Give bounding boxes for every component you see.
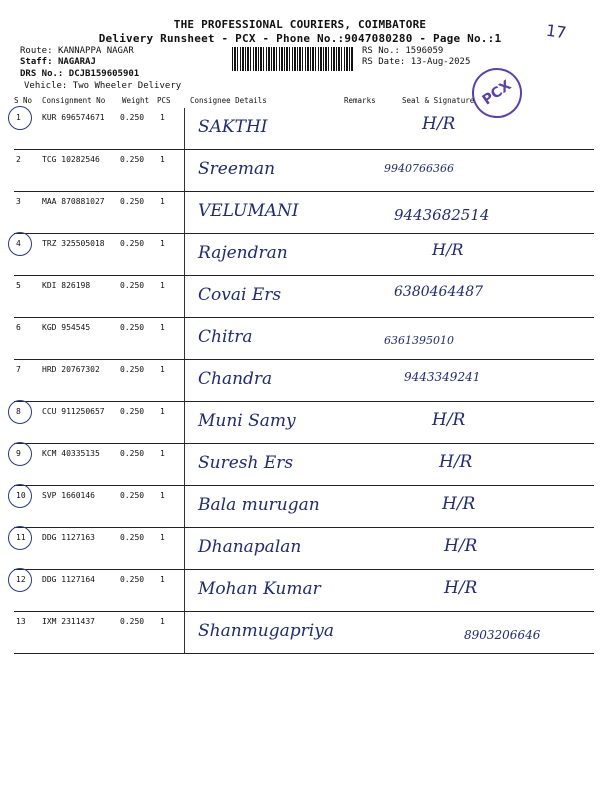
row-consignment: KCM 40335135 xyxy=(42,449,100,458)
row-sno: 10 xyxy=(16,491,26,500)
row-signature: H/R xyxy=(432,240,464,259)
row-consignment: CCU 911250657 xyxy=(42,407,105,416)
row-consignee: Shanmugapriya xyxy=(198,621,334,641)
row-sno: 7 xyxy=(16,365,21,374)
row-pcs: 1 xyxy=(160,239,165,248)
row-sno: 13 xyxy=(16,617,26,626)
col-pcs: PCS xyxy=(157,96,171,105)
rs-date-line xyxy=(362,57,470,67)
row-consignee: SAKTHI xyxy=(198,117,268,137)
row-sno: 9 xyxy=(16,449,21,458)
row-signature: 8903206646 xyxy=(464,628,541,642)
row-weight: 0.250 xyxy=(120,533,145,542)
row-consignee: Covai Ers xyxy=(198,285,282,305)
col-remarks: Remarks xyxy=(344,96,376,105)
runsheet-title: Delivery Runsheet - PCX - Phone No.:9047080280 - Page No.:1 xyxy=(98,32,502,45)
table-row xyxy=(14,150,594,192)
row-sno: 4 xyxy=(16,239,21,248)
row-consignment: TRZ 325505018 xyxy=(42,239,105,248)
vehicle-value: Two Wheeler Delivery xyxy=(72,81,182,91)
col-weight: Weight xyxy=(122,96,150,105)
drs-value: DCJB159605901 xyxy=(68,69,140,79)
row-weight: 0.250 xyxy=(120,617,145,626)
drs-line xyxy=(20,69,139,79)
row-consignment: DDG 1127163 xyxy=(42,533,95,542)
table-row xyxy=(14,360,594,402)
staff-value: NAGARAJ xyxy=(57,57,96,67)
staff-label: Staff: xyxy=(20,57,53,67)
row-pcs: 1 xyxy=(160,617,165,626)
row-signature: H/R xyxy=(444,578,478,598)
row-weight: 0.250 xyxy=(120,365,145,374)
row-pcs: 1 xyxy=(160,449,165,458)
route-line xyxy=(20,46,134,56)
row-pcs: 1 xyxy=(160,155,165,164)
row-sno: 3 xyxy=(16,197,21,206)
col-consignment: Consignment No xyxy=(42,96,106,105)
row-consignee: VELUMANI xyxy=(198,201,299,221)
staff-line xyxy=(20,57,96,67)
row-consignment: DDG 1127164 xyxy=(42,575,95,584)
row-pcs: 1 xyxy=(160,365,165,374)
table-row xyxy=(14,402,594,444)
row-pcs: 1 xyxy=(160,113,165,122)
row-signature: H/R xyxy=(444,536,478,556)
row-signature: 6361395010 xyxy=(384,334,454,347)
row-sno: 6 xyxy=(16,323,21,332)
row-sno: 1 xyxy=(16,113,21,122)
pcx-stamp: PCX xyxy=(462,58,532,128)
row-consignee: Chitra xyxy=(198,327,253,347)
runsheet-table xyxy=(14,108,594,654)
table-row xyxy=(14,570,594,612)
row-consignee: Bala murugan xyxy=(198,495,320,515)
row-consignee: Sreeman xyxy=(198,159,276,179)
row-consignment: SVP 1660146 xyxy=(42,491,95,500)
row-consignment: HRD 20767302 xyxy=(42,365,100,374)
route-label: Route: xyxy=(20,46,53,56)
row-sno: 11 xyxy=(16,533,26,542)
row-pcs: 1 xyxy=(160,575,165,584)
row-weight: 0.250 xyxy=(120,575,145,584)
row-sno: 2 xyxy=(16,155,21,164)
table-row xyxy=(14,276,594,318)
barcode xyxy=(232,47,354,71)
table-row xyxy=(14,612,594,654)
row-weight: 0.250 xyxy=(120,155,145,164)
row-consignee: Mohan Kumar xyxy=(198,579,321,599)
table-row xyxy=(14,528,594,570)
table-row xyxy=(14,318,594,360)
col-seal: Seal & Signature xyxy=(402,96,475,105)
vehicle-line xyxy=(24,81,181,91)
rs-no-label: RS No.: xyxy=(362,46,400,56)
row-weight: 0.250 xyxy=(120,113,145,122)
row-sno: 8 xyxy=(16,407,21,416)
row-consignment: KGD 954545 xyxy=(42,323,91,332)
row-consignee: Dhanapalan xyxy=(198,537,302,557)
row-signature: H/R xyxy=(432,410,466,430)
row-consignee: Rajendran xyxy=(198,243,288,263)
col-consignee: Consignee Details xyxy=(190,96,267,105)
row-pcs: 1 xyxy=(160,323,165,332)
row-pcs: 1 xyxy=(160,407,165,416)
row-signature: 9443349241 xyxy=(404,370,481,384)
row-weight: 0.250 xyxy=(120,407,145,416)
row-consignment: KDI 826198 xyxy=(42,281,91,290)
row-sno: 5 xyxy=(16,281,21,290)
row-weight: 0.250 xyxy=(120,449,145,458)
row-pcs: 1 xyxy=(160,491,165,500)
table-row xyxy=(14,486,594,528)
table-row xyxy=(14,108,594,150)
company-title: THE PROFESSIONAL COURIERS, COIMBATORE xyxy=(173,18,427,31)
row-signature: H/R xyxy=(439,452,473,472)
row-weight: 0.250 xyxy=(120,323,145,332)
row-weight: 0.250 xyxy=(120,197,145,206)
rs-no-value: 1596059 xyxy=(405,46,444,56)
row-signature: H/R xyxy=(422,114,456,134)
page-mark: 17 xyxy=(544,20,568,43)
row-pcs: 1 xyxy=(160,281,165,290)
rs-date-value: 13-Aug-2025 xyxy=(410,57,471,67)
route-value: KANNAPPA NAGAR xyxy=(57,46,134,56)
drs-label: DRS No.: xyxy=(20,69,64,79)
table-row xyxy=(14,444,594,486)
row-pcs: 1 xyxy=(160,197,165,206)
table-row xyxy=(14,192,594,234)
table-header xyxy=(14,96,594,108)
row-consignment: MAA 870881027 xyxy=(42,197,105,206)
rs-date-label: RS Date: xyxy=(362,57,406,67)
row-sno: 12 xyxy=(16,575,26,584)
row-signature: H/R xyxy=(442,494,476,514)
row-consignment: KUR 696574671 xyxy=(42,113,105,122)
table-row xyxy=(14,234,594,276)
row-consignment: TCG 10282546 xyxy=(42,155,100,164)
row-weight: 0.250 xyxy=(120,491,145,500)
row-signature: 6380464487 xyxy=(394,284,484,300)
row-weight: 0.250 xyxy=(120,281,145,290)
row-consignee: Chandra xyxy=(198,369,273,389)
col-sno: S No xyxy=(14,96,33,105)
row-signature: 9443682514 xyxy=(394,206,490,224)
row-weight: 0.250 xyxy=(120,239,145,248)
row-pcs: 1 xyxy=(160,533,165,542)
row-signature: 9940766366 xyxy=(384,162,454,175)
row-consignment: IXM 2311437 xyxy=(42,617,95,626)
row-consignee: Suresh Ers xyxy=(198,453,294,473)
row-consignee: Muni Samy xyxy=(198,411,296,431)
rs-no-line xyxy=(362,46,443,56)
vehicle-label: Vehicle: xyxy=(24,81,68,91)
